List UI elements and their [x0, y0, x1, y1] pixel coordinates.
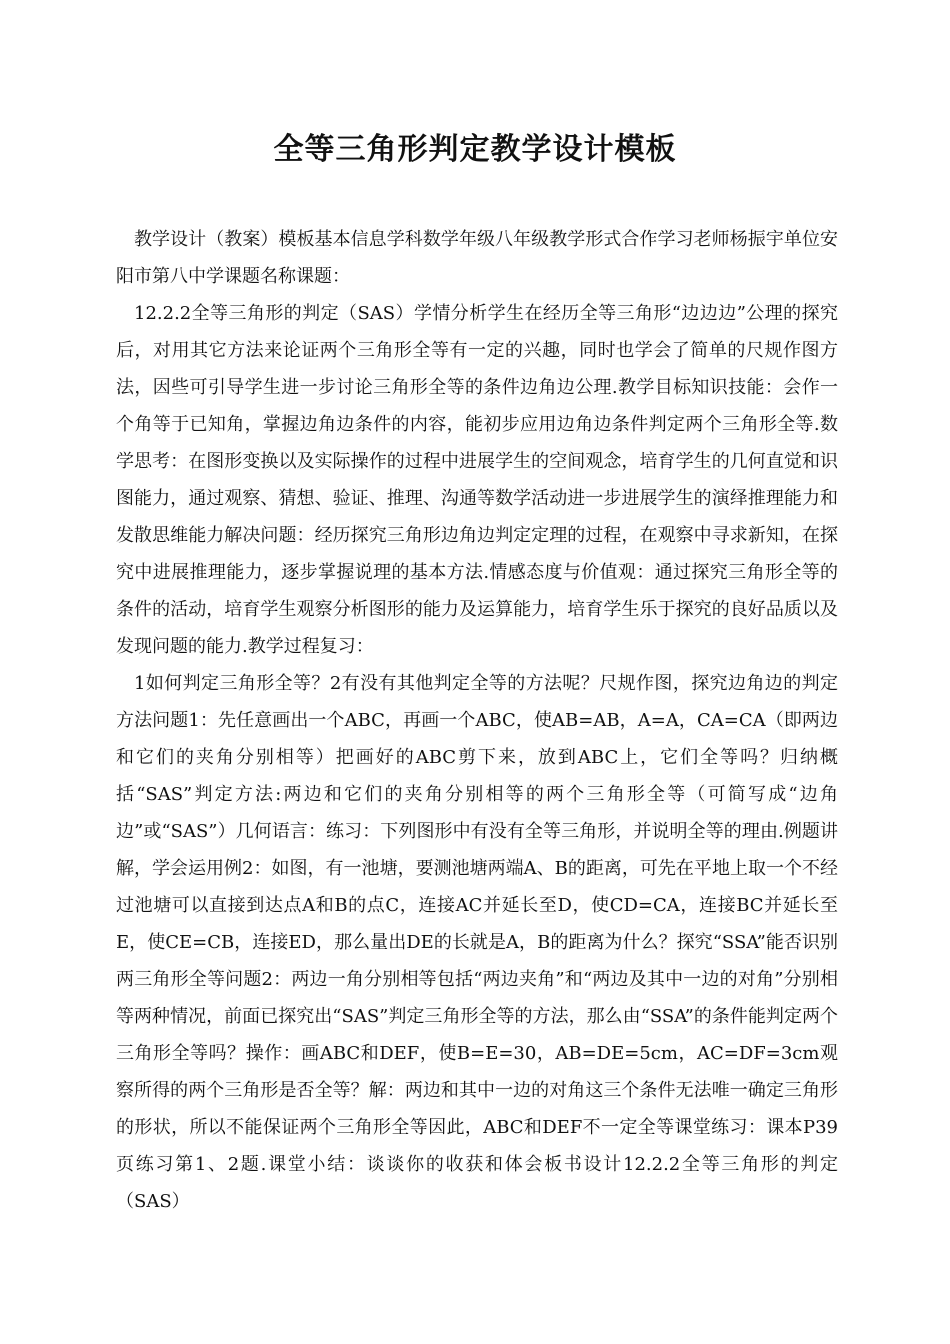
- paragraph-teaching-process: 1如何判定三角形全等？2有没有其他判定全等的方法呢？尺规作图，探究边角边的判定方法问题1：先任意画出一个ABC，再画一个ABC，使AB=AB，A=A，CA=CA（即两边和它们的夹角分别相等）把画好的ABC剪下来，放到ABC上，它们全等吗？归纳概括“SAS”判定方法:两边和它们的夹角分别相等的两个三角形全等（可简写成“边角边”或“SAS”）几何语言：练习：下列图形中有没有全等三角形，并说明全等的理由.例题讲解，学会运用例2：如图，有一池塘，要测池塘两端A、B的距离，可先在平地上取一个不经过池塘可以直接到达点A和B的点C，连接AC并延长至D，使CD=CA，连接BC并延长至E，使CE=CB，连接ED，那么量出DE的长就是A，B的距离为什么？探究“SSA”能否识别两三角形全等问题2：两边一角分别相等包括“两边夹角”和“两边及其中一边的对角”分别相等两种情况，前面已探究出“SAS”判定三角形全等的方法，那么由“SSA”的条件能判定两个三角形全等吗？操作：画ABC和DEF，使B=E=30，AB=DE=5cm，AC=DF=3cm观察所得的两个三角形是否全等？解：两边和其中一边的对角这三个条件无法唯一确定三角形的形状，所以不能保证两个三角形全等因此，ABC和DEF不一定全等课堂练习：课本P39页练习第1、2题.课堂小结：谈谈你的收获和体会板书设计12.2.2全等三角形的判定（SAS）: [116, 673, 838, 1212]
- paragraph-basic-info: 教学设计（教案）模板基本信息学科数学年级八年级教学形式合作学习老师杨振宇单位安阳市第八中学课题名称课题：: [116, 229, 838, 287]
- paragraph-analysis-objectives: 12.2.2全等三角形的判定（SAS）学情分析学生在经历全等三角形“边边边”公理的探究后，对用其它方法来论证两个三角形全等有一定的兴趣，同时也学会了简单的尺规作图方法，因些可引导学生进一步讨论三角形全等的条件边角边公理.教学目标知识技能：会作一个角等于已知角，掌握边角边条件的内容，能初步应用边角边条件判定两个三角形全等.数学思考：在图形变换以及实际操作的过程中进展学生的空间观念，培育学生的几何直觉和识图能力，通过观察、猜想、验证、推理、沟通等数学活动进一步进展学生的演绎推理能力和发散思维能力解决问题：经历探究三角形边角边判定定理的过程，在观察中寻求新知，在探究中进展推理能力，逐步掌握说理的基本方法.情感态度与价值观：通过探究三角形全等的条件的活动，培育学生观察分析图形的能力及运算能力，培育学生乐于探究的良好品质以及发现问题的能力.教学过程复习：: [116, 303, 838, 657]
- document-body: [116, 221, 838, 1220]
- document-title: 全等三角形判定教学设计模板: [273, 132, 677, 167]
